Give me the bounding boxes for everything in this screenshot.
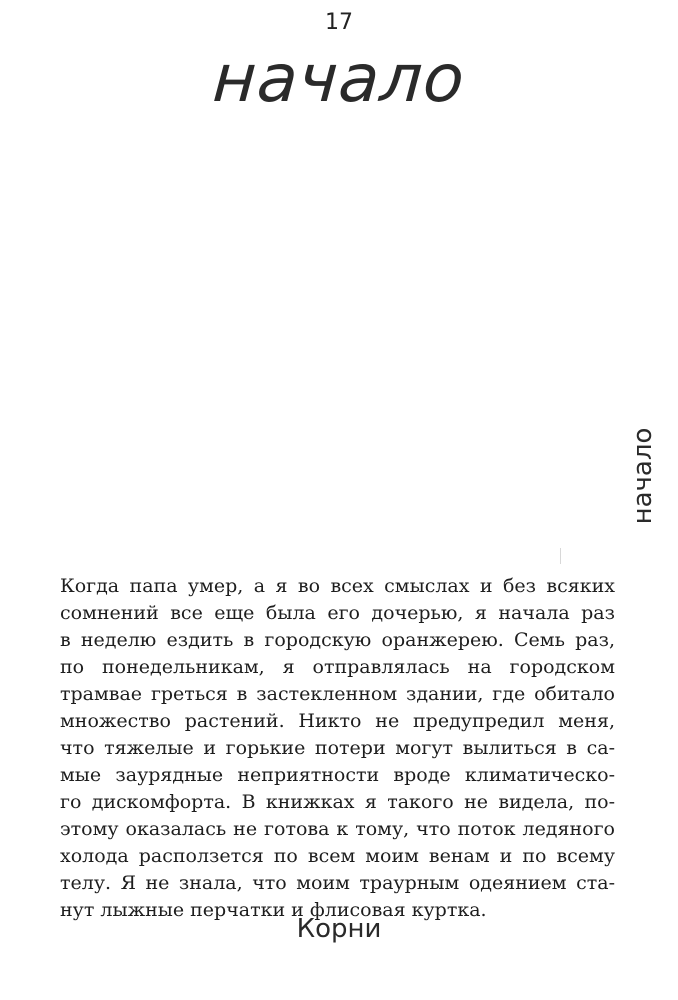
body-line: нут лыжные перчатки и флисовая куртка.	[60, 899, 487, 921]
body-line: Когда папа умер, а я во всех смыслах и без всяких	[60, 575, 615, 597]
body-paragraph	[60, 573, 615, 924]
body-line: множество растений. Никто не предупредил меня,	[60, 710, 615, 732]
margin-rule	[560, 548, 561, 564]
body-line: телу. Я не знала, что моим траурным одеянием ста-	[60, 872, 615, 894]
body-line: сомнений все еще была его дочерью, я начала раз	[60, 602, 615, 624]
body-line: трамвае греться в застекленном здании, где обитало	[60, 683, 615, 705]
page-number: 17	[325, 10, 353, 35]
side-tab-label: начало	[628, 427, 658, 525]
body-line: этому оказалась не готова к тому, что поток ледяного	[60, 818, 615, 840]
body-line: в неделю ездить в городскую оранжерею. Семь раз,	[60, 629, 615, 651]
chapter-title: начало	[210, 40, 468, 117]
body-line: по понедельникам, я отправлялась на городском	[60, 656, 615, 678]
body-line: мые заурядные неприятности вроде климатическо-	[60, 764, 615, 786]
body-line: го дискомфорта. В книжках я такого не видела, по-	[60, 791, 615, 813]
section-label: Корни	[296, 914, 382, 944]
body-line: холода расползется по всем моим венам и по всему	[60, 845, 615, 867]
body-line: что тяжелые и горькие потери могут вылиться в са-	[60, 737, 615, 759]
